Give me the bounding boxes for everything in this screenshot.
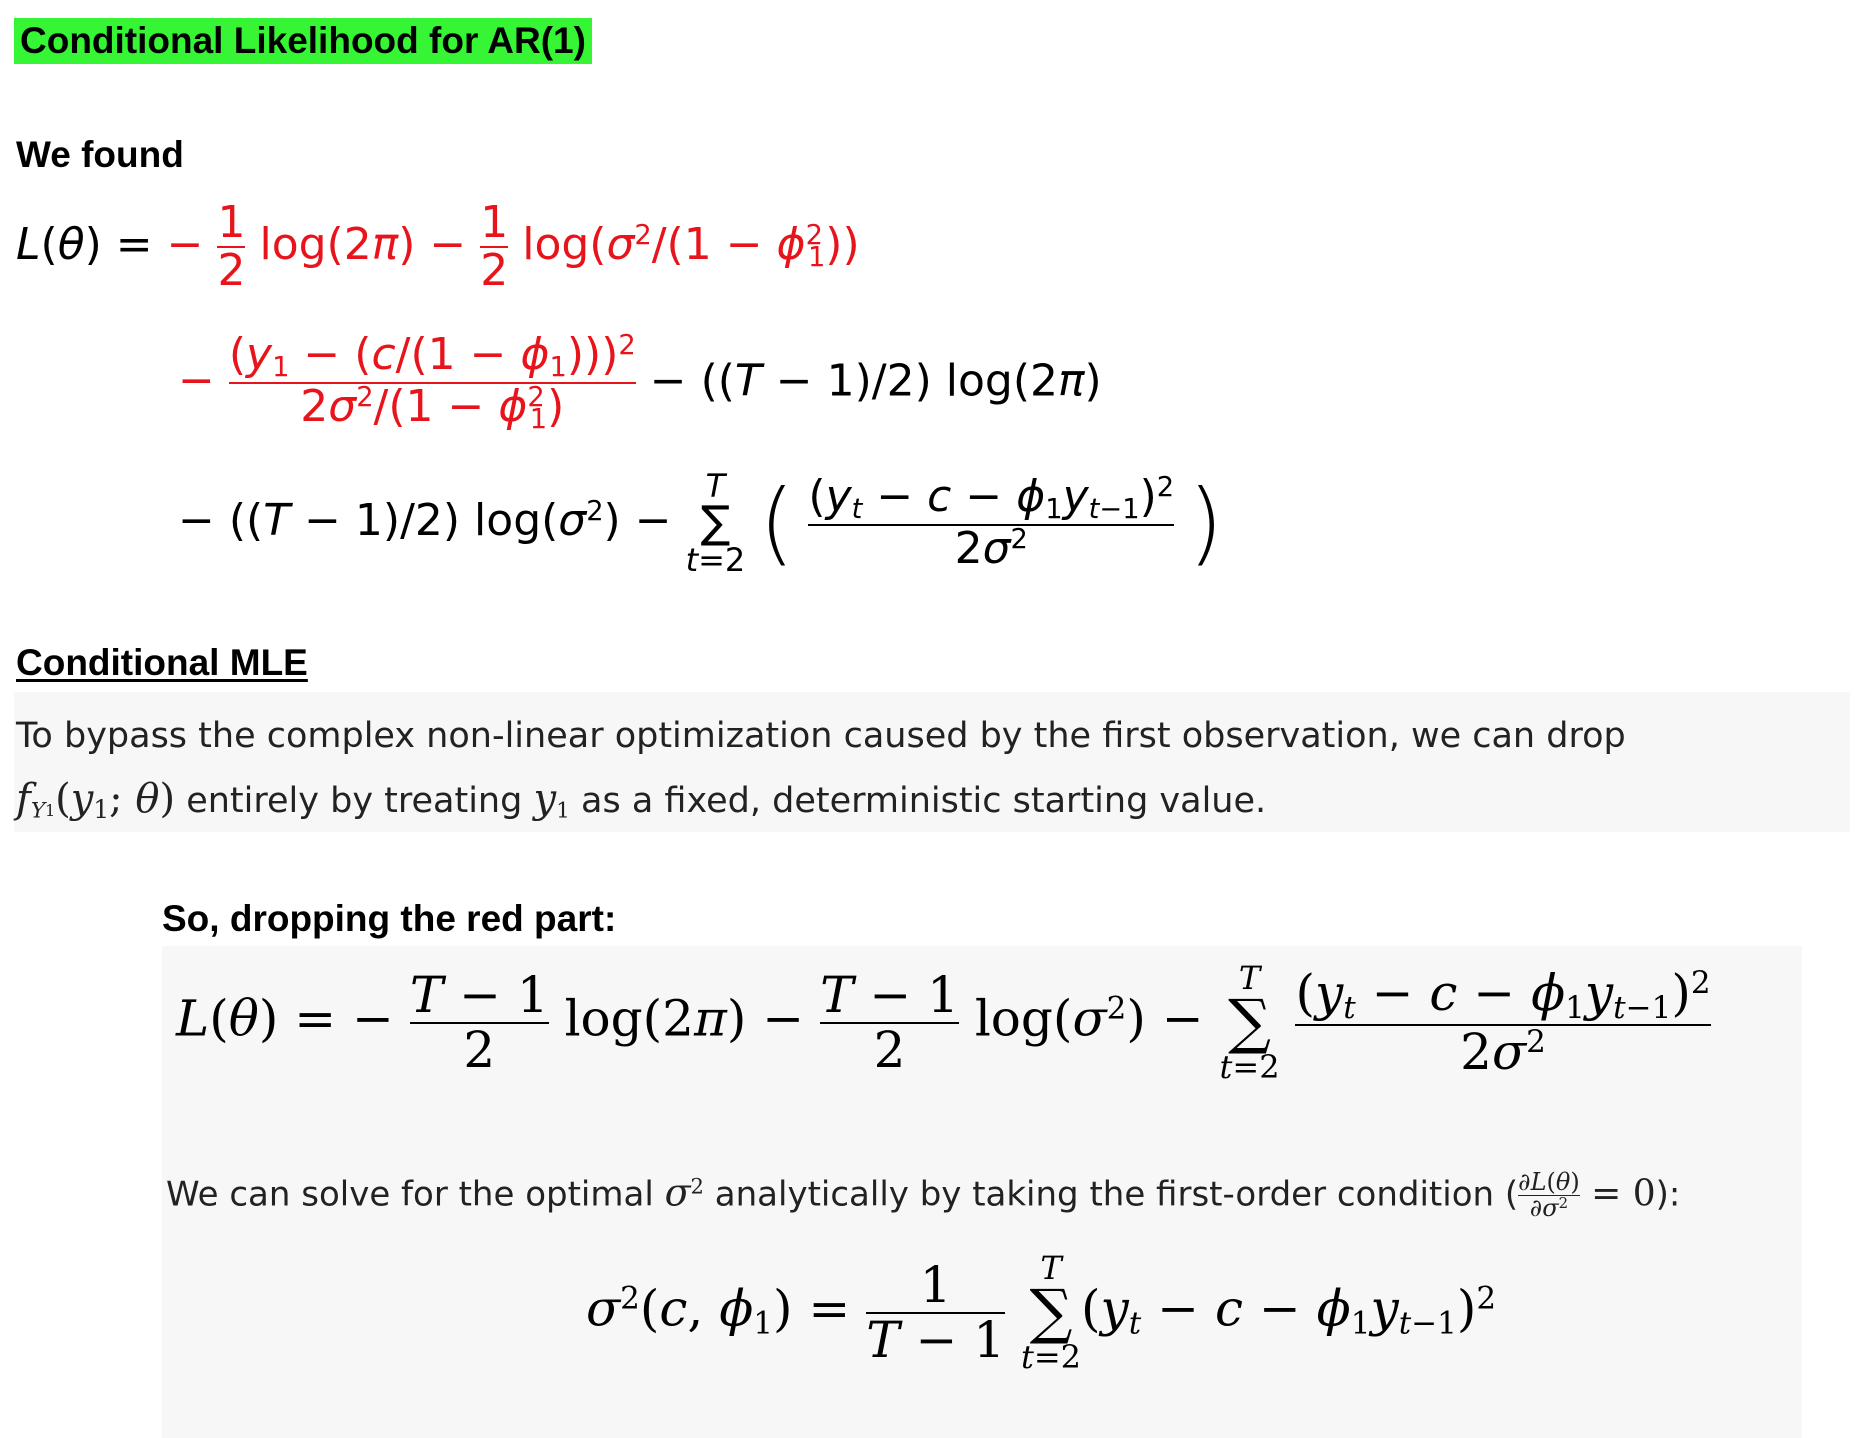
summation: T ∑ t=2	[1219, 959, 1280, 1086]
fraction-one-half: $\frac{1}{2}$	[217, 197, 246, 297]
solve-text-1: We can solve for the optimal	[166, 1174, 654, 1215]
likelihood-line-3: − ((T − 1)/2) $\log(\sigma^2)$ − T ∑ t=2 ( $\frac{(y_t - c - \phi_1y_{t-1})^2}{2\sigma^2}$ )	[178, 467, 1224, 579]
first-observation-fraction: $\frac{(y_1 - (c/(1 - \phi_1)))^2}{2\sigma^2/(1 - \phi^2_1)}$	[228, 329, 636, 436]
summation: T ∑ t=2	[1021, 1249, 1082, 1376]
residual-fraction: $\frac{(y_t - c - \phi_1y_{t-1})^2}{2\sigma^2}$	[808, 470, 1175, 575]
dropping-heading: So, dropping the red part:	[162, 898, 617, 939]
sigma-squared-solution: $\sigma^2(c$, $\phi_1$) = $\frac{1}{T - 1}$ T ∑ t=2 $(y_t - c - \phi_1y_{t-1})^2$	[586, 1249, 1497, 1376]
paragraph-text-2: entirely by treating	[186, 781, 523, 821]
solve-text-2: analytically by taking the first-order condition (	[714, 1174, 1519, 1215]
conditional-likelihood-equation: L(θ) = − $\frac{T - 1}{2}$ log(2π) − $\frac{T - 1}{2}$ $\log(\sigma^2)$ − T ∑ t=2 $\frac{(y_t - c - \phi_1y_{t-1})^2}{2\sigma^2}$	[176, 959, 1711, 1086]
we-found-label: We found	[16, 134, 184, 175]
paragraph-text-3: as a fixed, deterministic starting value.	[581, 781, 1267, 821]
residual-fraction: $\frac{(y_t - c - \phi_1y_{t-1})^2}{2\sigma^2}$	[1295, 963, 1711, 1081]
likelihood-line-2: − $\frac{(y_1 - (c/(1 - \phi_1)))^2}{2\sigma^2/(1 - \phi^2_1)}$ − ((T − 1)/2) log(2π)	[178, 329, 1102, 436]
t-minus-one-over-two: $\frac{T - 1}{2}$	[820, 966, 959, 1079]
paragraph-line-1: To bypass the complex non-linear optimization caused by the first observation, we can drop	[16, 716, 1626, 756]
t-minus-one-over-two: $\frac{T - 1}{2}$	[409, 966, 549, 1079]
one-over-t-minus-one: $\frac{1}{T - 1}$	[866, 1256, 1006, 1369]
likelihood-line-1: L(θ) = − $\frac{1}{2}$ log(2π) − $\frac{1}{2}$ $\log(\sigma^2/(1 - \phi^2_1))$	[16, 197, 860, 297]
solve-text-3: ):	[1655, 1174, 1681, 1215]
conditional-mle-heading: Conditional MLE	[16, 642, 308, 683]
paragraph-line-2: $f_{Y1}(y_1$; θ) entirely by treating $y_1$ as a fixed, deterministic starting value.	[16, 776, 1267, 825]
solve-text: We can solve for the optimal $\sigma^2$ analytically by taking the first-order condition ( $\frac{\partial L(\theta)}{\partial\sigma^2}$ = 0):	[166, 1168, 1681, 1223]
summation: T ∑ t=2	[685, 467, 746, 579]
page-title: Conditional Likelihood for AR(1)	[14, 18, 592, 64]
fraction-one-half: $\frac{1}{2}$	[480, 197, 509, 297]
first-order-condition-fraction: $\frac{\partial L(\theta)}{\partial\sigma^2}$	[1518, 1168, 1580, 1223]
